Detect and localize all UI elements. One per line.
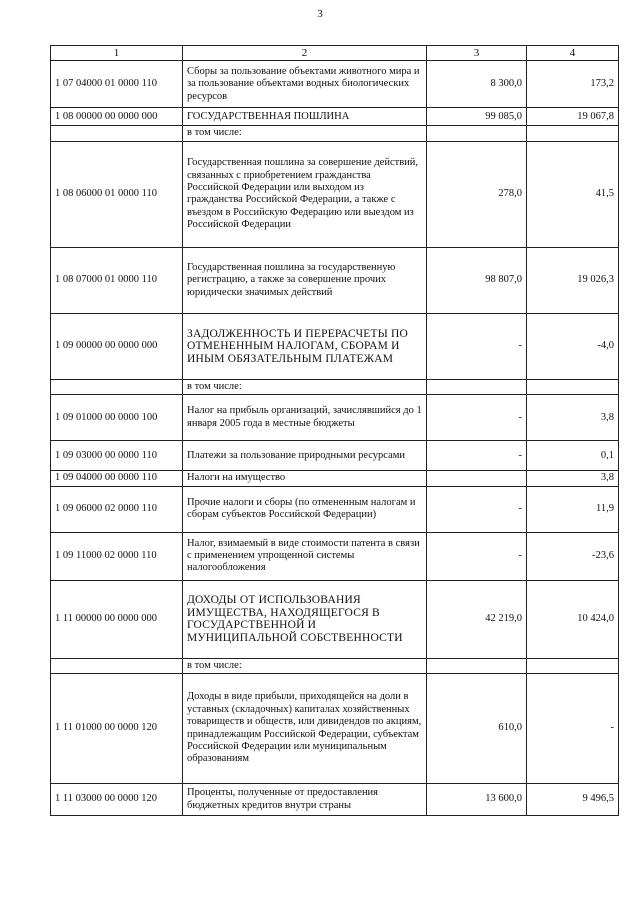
row-value-col4: 11,9 <box>527 486 619 532</box>
row-name: Прочие налоги и сборы (по отмененным налогам и сборам субъектов Российской Федерации) <box>183 486 427 532</box>
table-row <box>51 61 619 108</box>
row-code: 1 08 07000 01 0000 110 <box>51 247 183 313</box>
row-name: Сборы за пользование объектами животного мира и за пользование объектами водных биологических ресурсов <box>183 61 427 108</box>
row-name: в том числе: <box>183 379 427 394</box>
row-code: 1 07 04000 01 0000 110 <box>51 61 183 108</box>
row-value-col3: - <box>427 532 527 580</box>
row-name: ДОХОДЫ ОТ ИСПОЛЬЗОВАНИЯ ИМУЩЕСТВА, НАХОДЯЩЕГОСЯ В ГОСУДАРСТВЕННОЙ И МУНИЦИПАЛЬНОЙ СОБСТВЕННОСТИ <box>183 580 427 658</box>
row-value-col3: - <box>427 441 527 471</box>
table-row <box>51 658 619 673</box>
row-code <box>51 379 183 394</box>
row-name: ГОСУДАРСТВЕННАЯ ПОШЛИНА <box>183 108 427 126</box>
row-code: 1 11 00000 00 0000 000 <box>51 580 183 658</box>
row-value-col4: 0,1 <box>527 441 619 471</box>
row-name: в том числе: <box>183 126 427 141</box>
row-name: Проценты, полученные от предоставления бюджетных кредитов внутри страны <box>183 784 427 816</box>
table-row <box>51 674 619 784</box>
row-code: 1 09 03000 00 0000 110 <box>51 441 183 471</box>
row-value-col3: - <box>427 313 527 379</box>
row-name: Налоги на имущество <box>183 471 427 486</box>
row-value-col4: 19 026,3 <box>527 247 619 313</box>
table-row <box>51 313 619 379</box>
row-name: Налог, взимаемый в виде стоимости патента в связи с применением упрощенной системы налогообложения <box>183 532 427 580</box>
row-value-col4: 10 424,0 <box>527 580 619 658</box>
column-header: 1 <box>51 46 183 61</box>
row-value-col3: 278,0 <box>427 141 527 247</box>
table-row <box>51 141 619 247</box>
row-value-col3 <box>427 471 527 486</box>
row-name: Государственная пошлина за совершение действий, связанных с приобретением гражданства Российской Федерации или выходом из гражданства Российской Федерации, а также с въездом в Российскую Федерацию или выездом из Российской Федерации <box>183 141 427 247</box>
column-header: 3 <box>427 46 527 61</box>
row-code: 1 09 04000 00 0000 110 <box>51 471 183 486</box>
table-row <box>51 379 619 394</box>
table-row <box>51 580 619 658</box>
row-value-col4: -4,0 <box>527 313 619 379</box>
row-value-col3: - <box>427 486 527 532</box>
row-code: 1 09 06000 02 0000 110 <box>51 486 183 532</box>
row-value-col4: 19 067,8 <box>527 108 619 126</box>
row-code: 1 11 01000 00 0000 120 <box>51 674 183 784</box>
row-code: 1 08 00000 00 0000 000 <box>51 108 183 126</box>
row-value-col3: 8 300,0 <box>427 61 527 108</box>
row-value-col3: 13 600,0 <box>427 784 527 816</box>
table-row <box>51 108 619 126</box>
row-value-col3: - <box>427 395 527 441</box>
page-number: 3 <box>317 8 323 20</box>
row-code <box>51 658 183 673</box>
row-value-col4: 41,5 <box>527 141 619 247</box>
row-value-col3: 98 807,0 <box>427 247 527 313</box>
table-row <box>51 784 619 816</box>
column-header: 2 <box>183 46 427 61</box>
table-row <box>51 395 619 441</box>
row-code: 1 08 06000 01 0000 110 <box>51 141 183 247</box>
row-code: 1 09 11000 02 0000 110 <box>51 532 183 580</box>
row-value-col3: 610,0 <box>427 674 527 784</box>
row-value-col4: - <box>527 674 619 784</box>
row-code: 1 09 00000 00 0000 000 <box>51 313 183 379</box>
row-value-col4 <box>527 126 619 141</box>
row-name: Доходы в виде прибыли, приходящейся на доли в уставных (складочных) капиталах хозяйственных товариществ и обществ, или дивидендов по акциям, принадлежащим Российской Федерации, субъектам Российской Федерации или муниципальным образованиям <box>183 674 427 784</box>
row-value-col4 <box>527 658 619 673</box>
row-value-col4 <box>527 379 619 394</box>
budget-revenue-table <box>50 45 619 816</box>
row-name: ЗАДОЛЖЕННОСТЬ И ПЕРЕРАСЧЕТЫ ПО ОТМЕНЕННЫМ НАЛОГАМ, СБОРАМ И ИНЫМ ОБЯЗАТЕЛЬНЫМ ПЛАТЕЖАМ <box>183 313 427 379</box>
table-row <box>51 441 619 471</box>
row-value-col4: 9 496,5 <box>527 784 619 816</box>
table-row <box>51 532 619 580</box>
row-value-col4: 3,8 <box>527 395 619 441</box>
row-name: Платежи за пользование природными ресурсами <box>183 441 427 471</box>
row-value-col3: 99 085,0 <box>427 108 527 126</box>
row-name: Государственная пошлина за государственную регистрацию, а также за совершение прочих юридически значимых действий <box>183 247 427 313</box>
table-row <box>51 126 619 141</box>
row-value-col3 <box>427 658 527 673</box>
row-value-col4: -23,6 <box>527 532 619 580</box>
row-name: в том числе: <box>183 658 427 673</box>
row-value-col4: 3,8 <box>527 471 619 486</box>
row-value-col4: 173,2 <box>527 61 619 108</box>
column-header: 4 <box>527 46 619 61</box>
table-header-row <box>51 46 619 61</box>
row-code <box>51 126 183 141</box>
row-value-col3 <box>427 126 527 141</box>
table-row <box>51 471 619 486</box>
row-value-col3 <box>427 379 527 394</box>
row-code: 1 11 03000 00 0000 120 <box>51 784 183 816</box>
row-code: 1 09 01000 00 0000 100 <box>51 395 183 441</box>
row-name: Налог на прибыль организаций, зачислявшийся до 1 января 2005 года в местные бюджеты <box>183 395 427 441</box>
table-row <box>51 486 619 532</box>
table-row <box>51 247 619 313</box>
row-value-col3: 42 219,0 <box>427 580 527 658</box>
